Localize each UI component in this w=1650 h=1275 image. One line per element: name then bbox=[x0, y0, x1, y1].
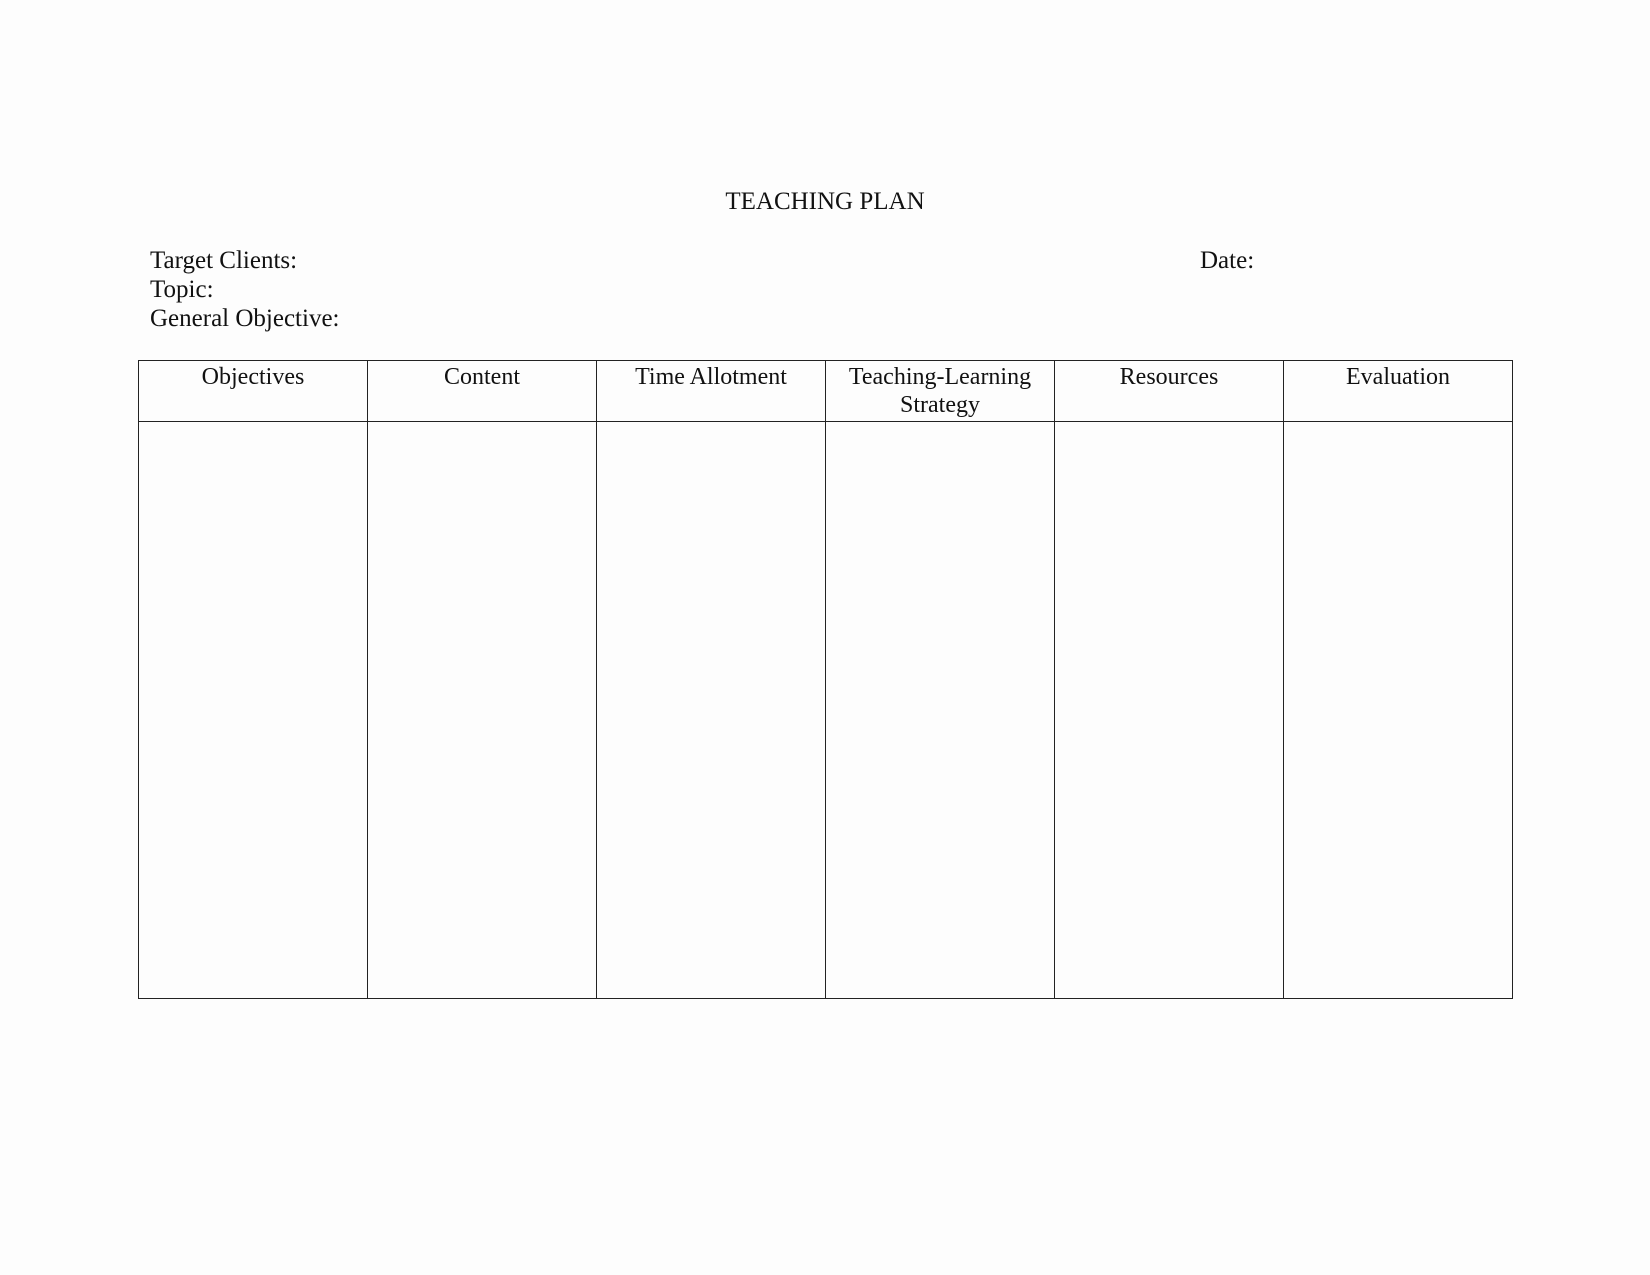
time-allotment-cell[interactable] bbox=[597, 422, 826, 999]
header-teaching-learning-strategy: Teaching-Learning Strategy bbox=[826, 361, 1055, 422]
evaluation-cell[interactable] bbox=[1284, 422, 1513, 999]
objectives-cell[interactable] bbox=[139, 422, 368, 999]
teaching-plan-table bbox=[138, 360, 1513, 999]
general-objective-label: General Objective: bbox=[150, 305, 340, 332]
header-resources: Resources bbox=[1055, 361, 1284, 422]
header-evaluation: Evaluation bbox=[1284, 361, 1513, 422]
page-title: TEACHING PLAN bbox=[725, 188, 925, 215]
content-cell[interactable] bbox=[368, 422, 597, 999]
header-content: Content bbox=[368, 361, 597, 422]
header-objectives: Objectives bbox=[139, 361, 368, 422]
target-clients-label: Target Clients: bbox=[150, 247, 298, 274]
header-time-allotment: Time Allotment bbox=[597, 361, 826, 422]
table-header-row bbox=[139, 361, 1513, 422]
table-row bbox=[139, 422, 1513, 999]
teaching-learning-strategy-cell[interactable] bbox=[826, 422, 1055, 999]
resources-cell[interactable] bbox=[1055, 422, 1284, 999]
date-label: Date: bbox=[1200, 247, 1255, 274]
topic-label: Topic: bbox=[150, 276, 214, 303]
